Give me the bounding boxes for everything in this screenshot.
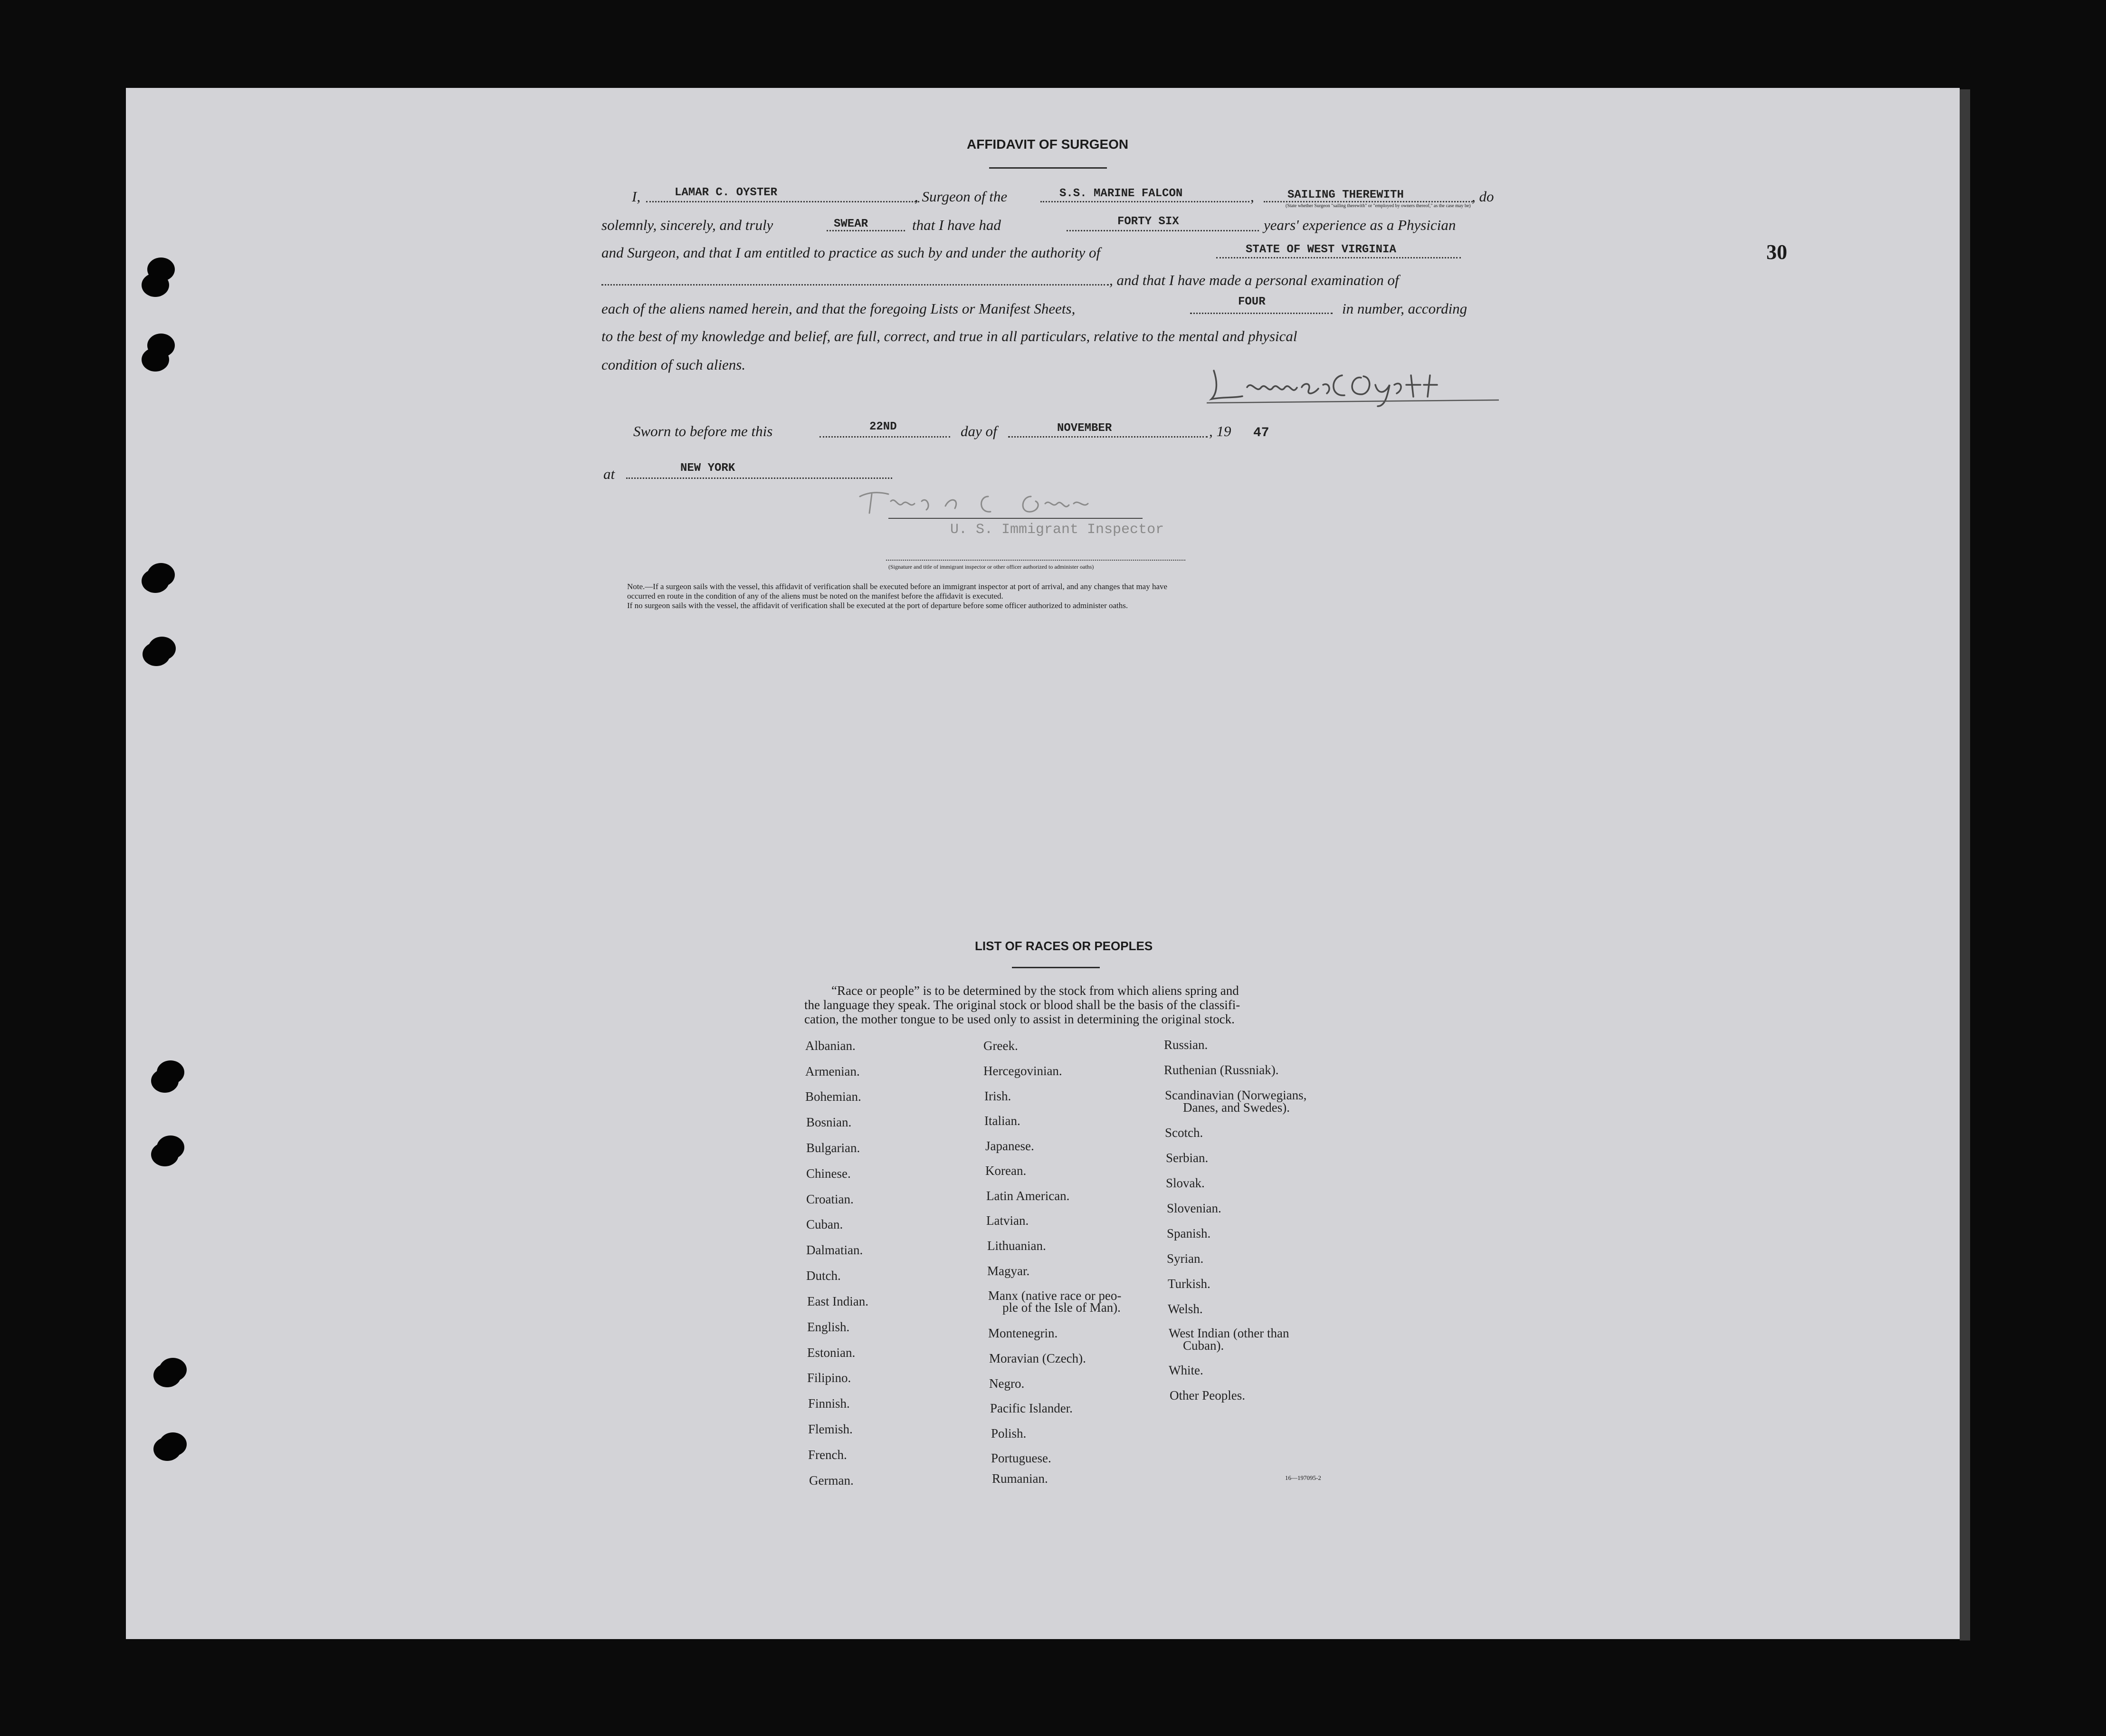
binder-hole [153, 1437, 181, 1461]
have-had-label: that I have had [912, 217, 1001, 233]
sailing-note: (State whether Surgeon "sailing therewith" or "employed by owners thereof," as the case may be) [1286, 203, 1471, 209]
race-item: English. [807, 1320, 850, 1334]
race-item: Portuguese. [991, 1451, 1051, 1465]
race-item: Latin American. [986, 1189, 1070, 1203]
race-item: Croatian. [806, 1192, 854, 1206]
race-item: Chinese. [806, 1166, 851, 1181]
field-line [601, 284, 1109, 286]
inspector-signature [850, 477, 1150, 520]
authority-label: and Surgeon, and that I am entitled to practice as such by and under the authority of [601, 244, 1101, 261]
race-item: Bosnian. [806, 1115, 852, 1129]
sworn-day: 22ND [869, 420, 897, 433]
surgeon-of-label: , Surgeon of the [915, 188, 1008, 205]
manifest-label: each of the aliens named herein, and that the foregoing Lists or Manifest Sheets, [601, 300, 1076, 317]
race-item: Syrian. [1167, 1251, 1204, 1266]
race-item: Russian. [1164, 1038, 1208, 1052]
condition-label: condition of such aliens. [601, 356, 746, 373]
examination-label: , and that I have made a personal examination of [1109, 272, 1399, 288]
binder-hole [151, 1143, 179, 1166]
race-item: Spanish. [1167, 1226, 1211, 1240]
races-intro-1: “Race or people” is to be determined by the stock from which aliens spring and [831, 983, 1239, 998]
manifest-sheet-count: FOUR [1238, 296, 1266, 308]
race-item: Cuban). [1183, 1338, 1224, 1353]
binder-hole [142, 273, 169, 297]
sailing-status: SAILING THEREWITH [1287, 189, 1404, 201]
races-intro-2: the language they speak. The original stock or blood shall be the basis of the classifi- [804, 998, 1240, 1012]
note-line-3: If no surgeon sails with the vessel, the affidavit of verification shall be executed at the port of departure before some officer authorized to administer oaths. [627, 601, 1128, 610]
race-item: Armenian. [805, 1064, 860, 1078]
surgeon-name: LAMAR C. OYSTER [675, 186, 778, 199]
sworn-label: Sworn to before me this [633, 423, 773, 439]
race-item: Estonian. [807, 1345, 856, 1360]
race-item: Other Peoples. [1170, 1388, 1245, 1402]
races-intro-3: cation, the mother tongue to be used only to assist in determining the original stock. [804, 1012, 1235, 1026]
sworn-month: NOVEMBER [1057, 422, 1112, 435]
note-line-2: occurred en route in the condition of any of the aliens must be noted on the manifest before the affidavit is executed. [627, 591, 1003, 601]
at-label: at [603, 466, 615, 482]
field-line [1067, 230, 1259, 231]
field-line [820, 436, 950, 438]
race-item: Manx (native race or peo- [988, 1288, 1122, 1303]
binder-hole [153, 1364, 181, 1387]
race-item: French. [808, 1448, 847, 1462]
experience-label: years' experience as a Physician [1264, 217, 1456, 233]
race-item: Bohemian. [805, 1089, 861, 1104]
field-line [646, 201, 919, 202]
day-of-label: day of [961, 423, 997, 439]
race-item: Korean. [985, 1164, 1027, 1178]
race-item: Rumanian. [992, 1471, 1048, 1486]
race-item: Filipino. [807, 1371, 851, 1385]
race-item: West Indian (other than [1169, 1326, 1289, 1340]
race-item: Danes, and Swedes). [1183, 1100, 1290, 1115]
race-item: Negro. [989, 1376, 1025, 1391]
race-item: Scandinavian (Norwegians, [1165, 1088, 1307, 1102]
race-item: Dalmatian. [806, 1243, 863, 1257]
race-item: Slovak. [1166, 1176, 1205, 1190]
race-item: Albanian. [805, 1039, 856, 1053]
race-item: ple of the Isle of Man). [1002, 1300, 1121, 1315]
race-item: Dutch. [806, 1269, 841, 1283]
comma: , [1250, 188, 1254, 205]
surgeon-signature [1204, 361, 1508, 409]
race-item: Greek. [983, 1039, 1018, 1053]
binder-hole [142, 348, 169, 372]
knowledge-label: to the best of my knowledge and belief, are full, correct, and true in all particulars, relative to the mental and physical [601, 328, 1297, 344]
race-item: Montenegrin. [988, 1326, 1058, 1340]
race-item: Scotch. [1165, 1126, 1203, 1140]
affidavit-title: AFFIDAVIT OF SURGEON [967, 137, 1129, 152]
race-item: Japanese. [985, 1139, 1034, 1153]
page-number: 30 [1766, 240, 1787, 264]
field-line [1040, 201, 1249, 202]
binder-hole [142, 569, 169, 593]
race-item: Slovenian. [1167, 1201, 1221, 1215]
title-underline [989, 167, 1107, 169]
race-item: Cuban. [806, 1217, 843, 1231]
race-item: East Indian. [807, 1294, 868, 1308]
race-item: Pacific Islander. [990, 1401, 1073, 1415]
race-item: Ruthenian (Russniak). [1164, 1063, 1279, 1077]
licensing-authority: STATE OF WEST VIRGINIA [1246, 243, 1396, 256]
affidavit-i: I, [632, 188, 641, 205]
form-number: 16—197095-2 [1285, 1474, 1321, 1481]
inspector-stamp: U. S. Immigrant Inspector [950, 522, 1164, 538]
race-item: Serbian. [1166, 1151, 1209, 1165]
race-item: Lithuanian. [987, 1239, 1046, 1253]
race-item: German. [809, 1473, 854, 1488]
race-item: Welsh. [1168, 1302, 1203, 1316]
binder-hole [151, 1069, 179, 1093]
race-item: Hercegovinian. [983, 1064, 1062, 1078]
race-item: Finnish. [808, 1396, 850, 1411]
page-edge [1960, 89, 1970, 1641]
race-item: Bulgarian. [806, 1141, 860, 1155]
race-item: Latvian. [986, 1213, 1029, 1228]
race-item: Moravian (Czech). [989, 1351, 1086, 1365]
field-line [1216, 257, 1461, 258]
signature-caption: (Signature and title of immigrant inspector or other officer authorized to administer oaths) [888, 563, 1094, 570]
field-line [1008, 436, 1208, 438]
race-item: Italian. [984, 1114, 1020, 1128]
inspector-signature-line [888, 518, 1143, 519]
solemnly-label: solemnly, sincerely, and truly [601, 217, 773, 233]
field-line [1190, 313, 1333, 314]
races-title: LIST OF RACES OR PEOPLES [975, 939, 1153, 953]
sworn-place: NEW YORK [680, 462, 735, 475]
field-line [886, 560, 1185, 561]
race-item: Magyar. [987, 1264, 1030, 1278]
race-item: Turkish. [1168, 1277, 1210, 1291]
ship-name: S.S. MARINE FALCON [1059, 187, 1183, 200]
sworn-year: 47 [1253, 426, 1269, 440]
race-item: White. [1169, 1363, 1203, 1377]
races-title-underline [1012, 967, 1100, 968]
year-prefix: , 19 [1209, 423, 1231, 439]
race-item: Flemish. [808, 1422, 853, 1436]
race-item: Irish. [984, 1089, 1011, 1103]
do-label: , do [1472, 188, 1494, 205]
binder-hole [143, 642, 170, 666]
note-line-1: Note.—If a surgeon sails with the vessel, this affidavit of verification shall be executed before an immigrant inspector at port of arrival, and any changes that may have [627, 582, 1168, 591]
oath-type: SWEAR [834, 218, 868, 230]
in-number-label: in number, according [1342, 300, 1468, 317]
race-item: Polish. [991, 1426, 1027, 1440]
years-experience: FORTY SIX [1117, 215, 1179, 228]
